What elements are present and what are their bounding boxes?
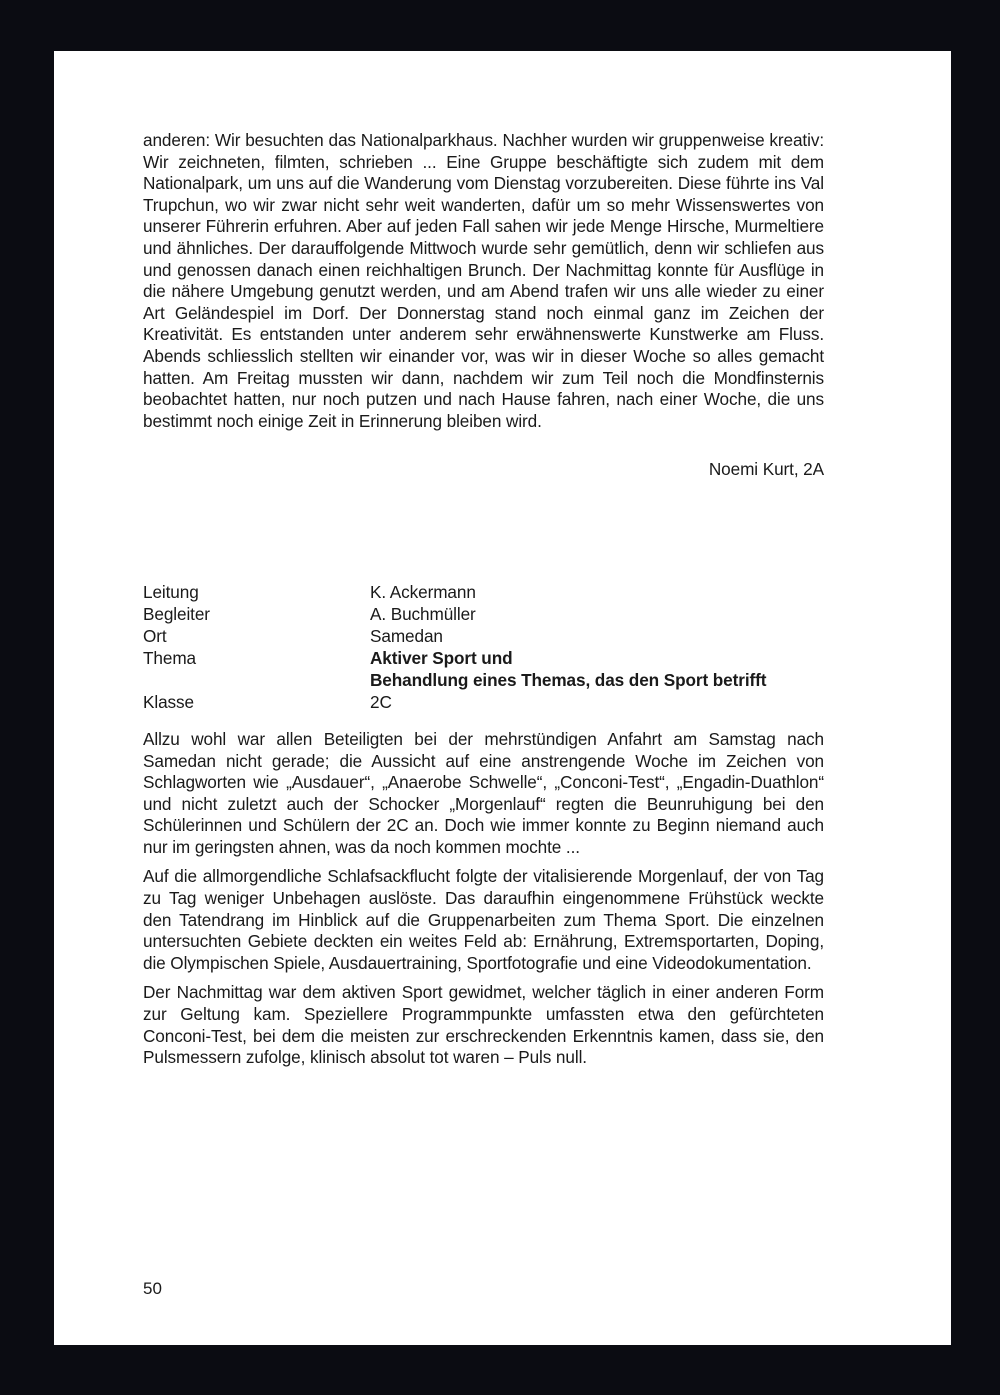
thema-label-spacer (143, 669, 370, 691)
begleiter-label: Begleiter (143, 603, 210, 624)
klasse-value: 2C (370, 691, 392, 712)
ort-label: Ort (143, 625, 167, 646)
camp-info-table (143, 581, 824, 713)
page-number: 50 (143, 1279, 162, 1298)
leitung-value: K. Ackermann (370, 581, 476, 602)
report-paragraph: Allzu wohl war allen Beteiligten bei der mehrstündigen Anfahrt am Samstag nach Samedan nicht gerade; die Aussicht auf eine anstrengende Woche im Zeichen von Schlagworten wie „Ausdauer“, „Anaerobe Schwelle“, „Conconi-Test“, „Engadin-Duathlon“ und nicht zuletzt auch der Schocker „Morgenlauf“ regten die Beunruhigung bei den Schülerinnen und Schülern der 2C an. Doch wie immer konnte zu Beginn niemand auch nur im geringsten ahnen, was da noch kommen mochte ... (143, 728, 824, 857)
report-paragraph: Auf die allmorgendliche Schlafsackflucht folgte der vitalisierende Morgenlauf, der von Tag zu Tag weniger Unbehagen auslöste. Das daraufhin eingenommene Frühstück weckte den Tatendrang im Hinblick auf die Gruppenarbeiten zum Thema Sport. Die einzelnen untersuchten Gebiete deckten ein weites Feld ab: Ernährung, Extremsportarten, Doping, die Olympischen Spiele, Ausdauertraining, Sportfotografie und eine Videodokumentation. (143, 866, 824, 973)
thema-value-line-2: Behandlung eines Themas, das den Sport betrifft (370, 669, 767, 690)
klasse-label: Klasse (143, 691, 194, 712)
ort-value: Samedan (370, 625, 443, 646)
document-page (54, 51, 951, 1345)
continuation-paragraph: anderen: Wir besuchten das Nationalparkhaus. Nachher wurden wir gruppenweise kreativ: Wir zeichneten, filmten, schrieben ... Eine Gruppe beschäftigte sich zudem mit dem Nationalpark, um uns auf die Wanderung vom Dienstag vorzubereiten. Diese führte ins Val Trupchun, wo wir zwar nicht sehr weit wanderten, dafür um so mehr Wissenswertes von unserer Führerin erfuhren. Aber auf jeden Fall sahen wir jede Menge Hirsche, Murmeltiere und ähnliches. Der darauffolgende Mittwoch wurde sehr gemütlich, denn wir schliefen aus und genossen danach einen reichhaltigen Brunch. Der Nachmittag konnte für Ausflüge in die nähere Umgebung genutzt werden, und am Abend trafen wir uns alle wieder zu einer Art Geländespiel im Dorf. Der Donnerstag stand noch einmal ganz im Zeichen der Kreativität. Es entstanden unter anderem sehr erwähnenswerte Kunstwerke am Fluss. Abends schliesslich stellten wir einander vor, was wir in dieser Woche so alles gemacht hatten. Am Freitag mussten wir dann, nachdem wir zum Teil noch die Mondfinsternis beobachtet hatten, nur noch putzen und nach Hause fahren, nach einer Woche, die uns bestimmt noch einige Zeit in Erinnerung bleiben wird. (143, 130, 824, 431)
report-body (143, 729, 824, 1069)
thema-value-line-1: Aktiver Sport und (370, 647, 513, 668)
leitung-label: Leitung (143, 581, 199, 602)
author-signature: Noemi Kurt, 2A (708, 459, 824, 480)
report-paragraph: Der Nachmittag war dem aktiven Sport gewidmet, welcher täglich in einer anderen Form zur Geltung kam. Speziellere Programmpunkte umfassten etwa den gefürchteten Conconi-Test, bei dem die meisten zur erschreckenden Erkenntnis kamen, dass sie, den Pulsmessern zufolge, klinisch absolut tot waren – Puls null. (143, 982, 824, 1068)
thema-label: Thema (143, 647, 196, 668)
page-content (143, 130, 824, 1069)
begleiter-value: A. Buchmüller (370, 603, 476, 624)
